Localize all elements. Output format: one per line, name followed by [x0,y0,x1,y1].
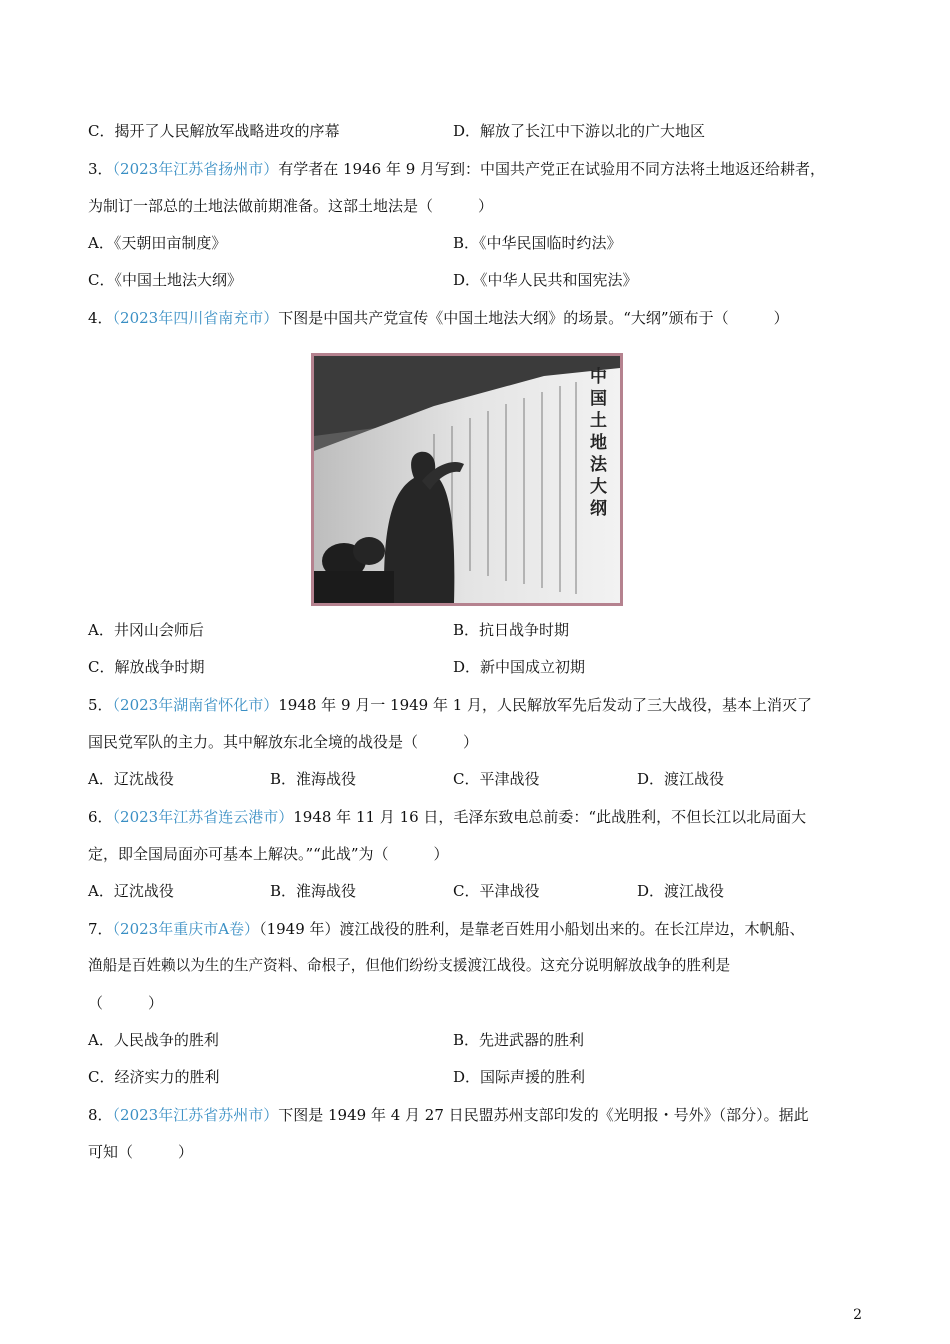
q6-source: （2023年江苏省连云港市） [112,808,294,826]
q4-number: 4． [88,309,113,327]
q4-option-b: B．抗日战争时期 [453,621,570,639]
q5-stem-line1 [88,694,812,716]
q5-option-c: C．平津战役 [453,770,540,788]
q3-option-a: A．《天朝田亩制度》 [88,234,227,252]
q5-option-b: B．淮海战役 [270,770,357,788]
q8-stem-line1 [88,1104,809,1126]
q2-option-d: D．解放了长江中下游以北的广大地区 [453,122,706,140]
q3-option-b: B．《中华民国临时约法》 [453,234,622,252]
q3-source: （2023年江苏省扬州市） [112,160,279,178]
q6-stem-line1 [88,806,806,828]
q7-stem-line2: 渔船是百姓赖以为生的生产资料、命根子，但他们纷纷支援渡江战役。这充分说明解放战争的胜利是 [88,957,731,974]
q6-option-b: B．淮海战役 [270,882,357,900]
q6-stem-line2: 定，即全国局面亦可基本上解决。”“此战”为（ ） [88,845,449,863]
q2-option-c: C．揭开了人民解放军战略进攻的序幕 [88,122,340,140]
q4-option-a: A．井冈山会师后 [88,621,204,639]
q4-text: 下图是中国共产党宣传《中国土地法大纲》的场景。“大纲”颁布于（ ） [278,309,789,327]
q3-option-d: D．《中华人民共和国宪法》 [453,271,638,289]
q7-text: （1949 年）渡江战役的胜利，是靠老百姓用小船划出来的。在长江岸边，木帆船、 [259,920,805,938]
q3-number: 3． [88,160,113,178]
q6-option-a: A．辽沈战役 [88,882,174,900]
q4-option-d: D．新中国成立初期 [453,658,586,676]
q6-option-c: C．平津战役 [453,882,540,900]
q5-option-a: A．辽沈战役 [88,770,174,788]
q4-photo-illustration [314,356,620,603]
q4-source: （2023年四川省南充市） [112,309,279,327]
q8-stem-line2: 可知（ ） [88,1143,194,1161]
page-number: 2 [853,1307,862,1323]
q7-stem-line1 [88,918,805,940]
q5-option-d: D．渡江战役 [637,770,725,788]
q7-stem-line3: （ ） [88,994,164,1012]
q6-text: 1948 年 11 月 16 日，毛泽东致电总前委：“此战胜利，不但长江以北局面大 [293,808,807,826]
q8-source: （2023年江苏省苏州市） [112,1106,279,1124]
q4-photo-caption: 中国土地法大纲 [590,367,607,519]
q3-stem-line2: 为制订一部总的土地法做前期准备。这部土地法是（ ） [88,197,494,215]
q5-source: （2023年湖南省怀化市） [112,696,279,714]
q6-number: 6． [88,808,113,826]
q4-photo [311,353,623,606]
q7-number: 7． [88,920,113,938]
q5-number: 5． [88,696,113,714]
q3-stem-line1 [88,158,825,180]
q4-option-c: C．解放战争时期 [88,658,205,676]
q6-option-d: D．渡江战役 [637,882,725,900]
q8-text: 下图是 1949 年 4 月 27 日民盟苏州支部印发的《光明报・号外》（部分）。据此 [278,1106,809,1124]
q7-option-d: D．国际声援的胜利 [453,1068,586,1086]
q7-source: （2023年重庆市A卷） [112,920,260,938]
q3-option-c: C．《中国土地法大纲》 [88,271,242,289]
q4-stem-line1 [88,307,789,329]
q7-option-c: C．经济实力的胜利 [88,1068,220,1086]
q5-text: 1948 年 9 月一 1949 年 1 月，人民解放军先后发动了三大战役，基本上消灭了 [278,696,813,714]
q8-number: 8． [88,1106,113,1124]
q3-text: 有学者在 1946 年 9 月写到：中国共产党正在试验用不同方法将土地返还给耕者， [278,160,826,178]
q7-option-a: A．人民战争的胜利 [88,1031,219,1049]
q5-stem-line2: 国民党军队的主力。其中解放东北全境的战役是（ ） [88,733,479,751]
q7-option-b: B．先进武器的胜利 [453,1031,585,1049]
